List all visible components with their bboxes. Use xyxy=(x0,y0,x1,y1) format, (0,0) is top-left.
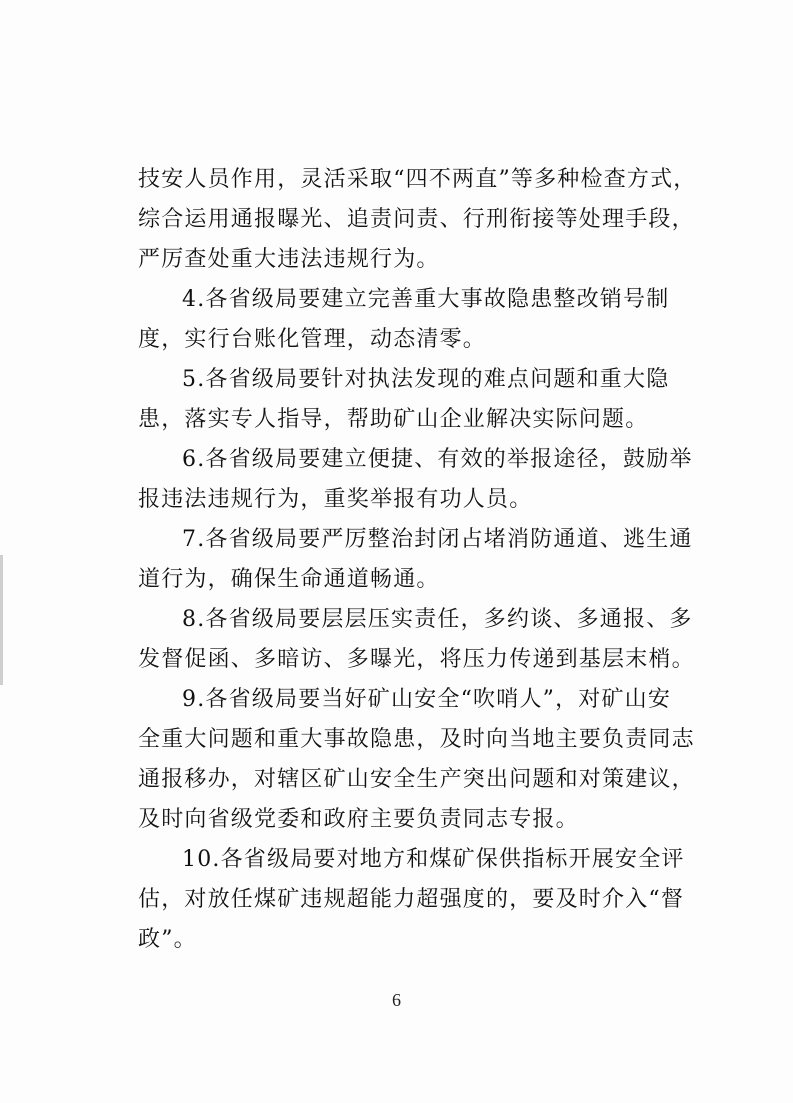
text-line: 通报移办，对辖区矿山安全生产突出问题和对策建议， xyxy=(138,767,695,792)
text-line: 5.各省级局要针对执法发现的难点问题和重大隐 xyxy=(182,367,670,392)
text-line: 9.各省级局要当好矿山安全“吹哨人”，对矿山安 xyxy=(182,687,672,712)
scan-edge-mark xyxy=(0,555,3,685)
text-line: 6.各省级局要建立便捷、有效的举报途径，鼓励举 xyxy=(182,447,693,472)
text-line: 4.各省级局要建立完善重大事故隐患整改销号制 xyxy=(182,287,670,312)
text-line: 7.各省级局要严厉整治封闭占堵消防通道、逃生通 xyxy=(182,527,693,552)
text-line: 8.各省级局要层层压实责任，多约谈、多通报、多 xyxy=(182,607,693,632)
text-line: 严厉查处重大违法违规行为。 xyxy=(138,247,440,272)
text-line: 及时向省级党委和政府主要负责同志专报。 xyxy=(138,807,579,832)
page-number: 6 xyxy=(392,990,401,1010)
text-line: 综合运用通报曝光、追责问责、行刑衔接等处理手段， xyxy=(138,207,695,232)
text-line: 全重大问题和重大事故隐患，及时向当地主要负责同志 xyxy=(138,727,695,752)
text-line: 估，对放任煤矿违规超能力超强度的，要及时介入“督 xyxy=(138,887,685,912)
body-text xyxy=(138,160,697,960)
text-line: 度，实行台账化管理，动态清零。 xyxy=(138,327,487,352)
text-line: 10.各省级局要对地方和煤矿保供指标开展安全评 xyxy=(182,847,685,872)
text-line: 道行为，确保生命通道畅通。 xyxy=(138,567,440,592)
text-line: 报违法违规行为，重奖举报有功人员。 xyxy=(138,487,533,512)
text-line: 政”。 xyxy=(138,927,197,952)
text-line: 发督促函、多暗访、多曝光，将压力传递到基层末梢。 xyxy=(138,647,695,672)
text-line: 患，落实专人指导，帮助矿山企业解决实际问题。 xyxy=(138,407,649,432)
text-line: 技安人员作用，灵活采取“四不两直”等多种检查方式， xyxy=(138,167,697,192)
